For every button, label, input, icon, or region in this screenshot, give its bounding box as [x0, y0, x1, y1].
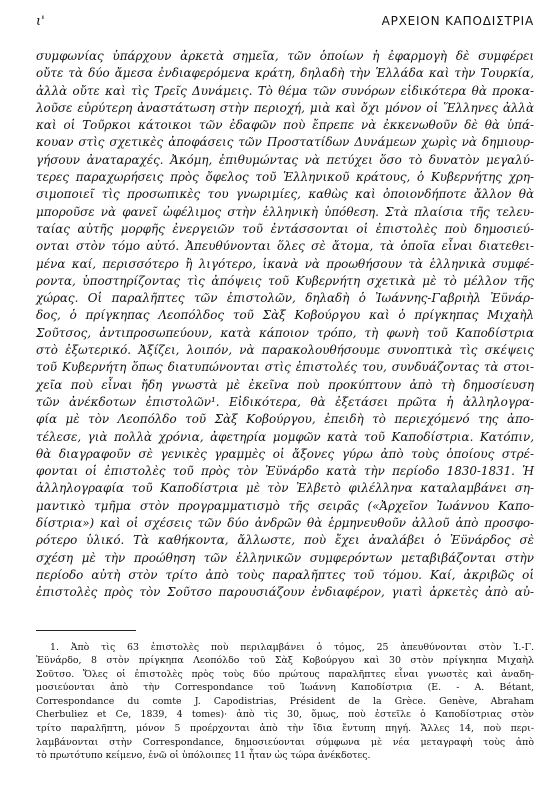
text-line: φία μὲ τὸν Λεοπόλδο τοῦ Σὰξ Κοβούργου, ἐπειδὴ τὸ περιεχόμενό της ἀπο- — [36, 412, 534, 427]
text-line: τοῦ Κυβερνήτη ὅπως διατυπώνονται στὶς ἐπιστολές του, συνδυάζοντας τὰ στοι- — [36, 360, 534, 375]
footnote-line: Σοῦτσο. Ὅλες οἱ ἐπιστολὲς πρὸς τοὺς δύο πρώτους παραλῆπτες εἶναι γνωστὲς καὶ ἀναδη- — [36, 668, 534, 680]
footnote-line: μοσιεύονται ἀπὸ τὴν Correspondance τοῦ Ἰωάννη Καποδίστρια (E. - A. Bétant, — [36, 682, 534, 694]
footnote-line: Correspondance du comte J. Capodistrias, Président de la Grèce. Genève, Abraham — [36, 695, 534, 707]
text-line: χώρας. Οἱ παραλῆπτες τῶν ἐπιστολῶν, δηλαδὴ ὁ Ἰωάννης-Γαβριὴλ Ἐϋνάρ- — [36, 291, 534, 306]
running-title: ΑΡΧΕΙΟΝ ΚΑΠΟΔΙΣΤΡΙΑ — [381, 14, 534, 28]
footnote-line: τρίτο παραλῆπτη, μόνον 5 προέρχονται ἀπὸ τὴν ἴδια ἔντυπη πηγή. Ἄλλες 14, ποὺ περι- — [36, 723, 534, 735]
page-number: ι' — [36, 14, 45, 29]
text-line: γήσουν ἀναταραχές. Ἀκόμη, ἐπιθυμώντας νὰ πετύχει ὅσο τὸ δυνατὸν μεγαλύ- — [36, 152, 534, 167]
text-line: μαντικὸ τμῆμα στὸν προγραμματισμὸ τῆς σειρᾶς («Ἀρχεῖον Ἰωάννου Καπο- — [36, 498, 534, 513]
page-header — [36, 14, 534, 44]
footnote-line: τὸ πρωτότυπο κείμενο, ἐνῶ οἱ ὑπόλοιπες 11 ἦταν ὡς τώρα ἀνέκδοτες. — [36, 750, 371, 762]
footnote-line: λαμβάνονται στὴν Correspondance, δημοσιεύονται σύμφωνα μὲ νέα μεταγραφὴ τοὺς ἀπὸ — [36, 736, 534, 748]
main-text — [36, 48, 534, 602]
text-line: θὰ διαγραφοῦν σὲ γενικὲς γραμμὲς οἱ ἄξονες γύρω ἀπὸ τοὺς ὁποίους στρέ- — [36, 446, 534, 461]
text-line: οὔτε τὰ δύο ἄμεσα ἐνδιαφερόμενα κράτη, δηλαδὴ τὴν Ἑλλάδα καὶ τὴν Τουρκία, — [36, 66, 534, 81]
text-line: μποροῦσε νὰ φανεῖ ὠφέλιμος στὴν ἑλληνικὴ ὑπόθεση. Στὰ πλαίσια τῆς τελευ- — [36, 204, 534, 219]
text-line: καὶ οἱ Τοῦρκοι κάτοικοι τῶν ἐδαφῶν ποὺ ἔπρεπε νὰ ἐκκενωθοῦν δὲ θὰ ὑπά- — [36, 118, 534, 133]
text-line: ἀλλὰ οὔτε καὶ τὶς Τρεῖς Δυνάμεις. Τὸ θέμα τῶν συνόρων εἰδικότερα θὰ προκα- — [36, 83, 534, 98]
footnote-line: Ἐϋνάρδο, 8 στὸν πρίγκηπα Λεοπόλδο τοῦ Σὰξ Κοβούργου καὶ 30 στὸν πρίγκηπα Μιχαὴλ — [36, 655, 534, 667]
text-line: δίστρια») καὶ οἱ σχέσεις τῶν δύο ἀνδρῶν θὰ ἑρμηνευθοῦν ἀλλοῦ ἀπὸ προσφο- — [36, 516, 534, 531]
text-line: στὸ ἐξωτερικό. Ἀξίζει, λοιπόν, νὰ παρακολουθήσουμε συνοπτικὰ τὶς σκέψεις — [36, 343, 534, 358]
footnote-separator — [36, 630, 136, 631]
text-line: συμφωνίας ὑπάρχουν ἀρκετὰ σημεῖα, τῶν ὁποίων ἡ ἐφαρμογὴ δὲ συμφέρει — [36, 49, 534, 63]
text-line: σιμοποιεῖ τὶς προσωπικὲς του γνωριμίες, καθὼς καὶ ὁποιονδήποτε ἄλλον θὰ — [36, 187, 534, 202]
text-line: ρότερο ὑλικό. Τὰ καθήκοντα, ἄλλωστε, ποὺ ἔχει ἀναλάβει ὁ Ἐϋνάρδος σὲ — [36, 533, 534, 548]
text-line: ονται στὸν τόμο αὐτό. Ἀπευθύνονται ὅλες σὲ ἄτομα, τὰ ὁποῖα εἶναι διατεθει- — [36, 239, 534, 254]
text-line: ταίας αὐτῆς μορφῆς ἐνεργειῶν τοῦ ἐντάσσονται οἱ ἐπιστολὲς ποὺ δημοσιεύ- — [36, 221, 534, 236]
text-line: τερες παραχωρήσεις πρὸς ὄφελος τοῦ Ἑλληνικοῦ κράτους, ὁ Κυβερνήτης χρη- — [36, 170, 534, 185]
text-line: σχέση μὲ τὴν προώθηση τῶν ἑλληνικῶν συμφερόντων μεταβιβάζονται στὴν — [36, 550, 534, 565]
footnote-line: Cherbuliez et Ce, 1839, 4 tomes)· ἀπὸ τὶς 30, ὅμως, ποὺ ἐστεῖλε ὁ Καποδίστριας στὸν — [36, 709, 534, 721]
text-line: μένα καί, περισσότερο ἢ λιγότερο, ἱκανὰ νὰ προωθήσουν τὰ ἑλληνικὰ συμφέ- — [36, 256, 534, 271]
text-line: Σοῦτσος, ἀντιπροσωπεύουν, κατὰ κάποιον τρόπο, τὴ φωνὴ τοῦ Καποδίστρια — [36, 325, 534, 340]
text-line: λοῦσε εὐρύτερη ἀναστάτωση στὴν περιοχή, μιὰ καὶ ὄχι μόνον οἱ Ἕλληνες ἀλλὰ — [36, 100, 534, 115]
text-line: ροντα, ὑποστηρίζοντας τὶς ἀπόψεις τοῦ Κυβερνήτη σχετικὰ μὲ τὸ μέλλον τῆς — [36, 273, 534, 288]
text-line: περίοδο αὐτὴ στὸν τρίτο ἀπὸ τοὺς παραλῆπτες τοῦ τόμου. Καί, ἀκριβῶς οἱ — [36, 567, 534, 582]
text-line: ἀλληλογραφία τοῦ Καποδίστρια μὲ τὸν Ἐλβετὸ φιλέλληνα καταλαμβάνει ση- — [36, 481, 534, 496]
footnote-line: 1. Ἀπὸ τὶς 63 ἐπιστολὲς ποὺ περιλαμβάνει ὁ τόμος, 25 ἀπευθύνονται στὸν Ἰ.-Γ. — [50, 641, 534, 653]
text-line: δος, ὁ πρίγκηπας Λεοπόλδος τοῦ Σὰξ Κοβούργου καὶ ὁ πρίγκηπας Μιχαὴλ — [36, 308, 534, 323]
footnote — [36, 641, 534, 763]
text-line: κουαν στὶς σχετικὲς ἀποφάσεις τῶν Προστατίδων Δυνάμεων χωρὶς νὰ δημιουρ- — [36, 135, 534, 150]
text-line: τέλεσε, γιὰ πολλὰ χρόνια, ἀφετηρία μομφῶν κατὰ τοῦ Καποδίστρια. Κατόπιν, — [36, 429, 534, 444]
text-line: χεῖα ποὺ εἶναι ἤδη γνωστὰ μὲ ἐκεῖνα ποὺ προκύπτουν ἀπὸ τὴ δημοσίευση — [36, 377, 534, 392]
text-line: ἐπιστολὲς πρὸς τὸν Σοῦτσο παρουσιάζουν ἐνδιαφέρον, γιατὶ ἀρκετὲς ἀπὸ αὐ- — [36, 585, 534, 600]
text-line: τῶν ἀνέκδοτων ἐπιστολῶν¹. Εἰδικότερα, θὰ ἐξετάσει πρῶτα ἡ ἀλληλογρα- — [36, 394, 534, 409]
text-line: φονται οἱ ἐπιστολὲς τοῦ πρὸς τὸν Ἐϋνάρδο κατὰ τὴν περίοδο 1830-1831. Ἡ — [36, 464, 534, 479]
